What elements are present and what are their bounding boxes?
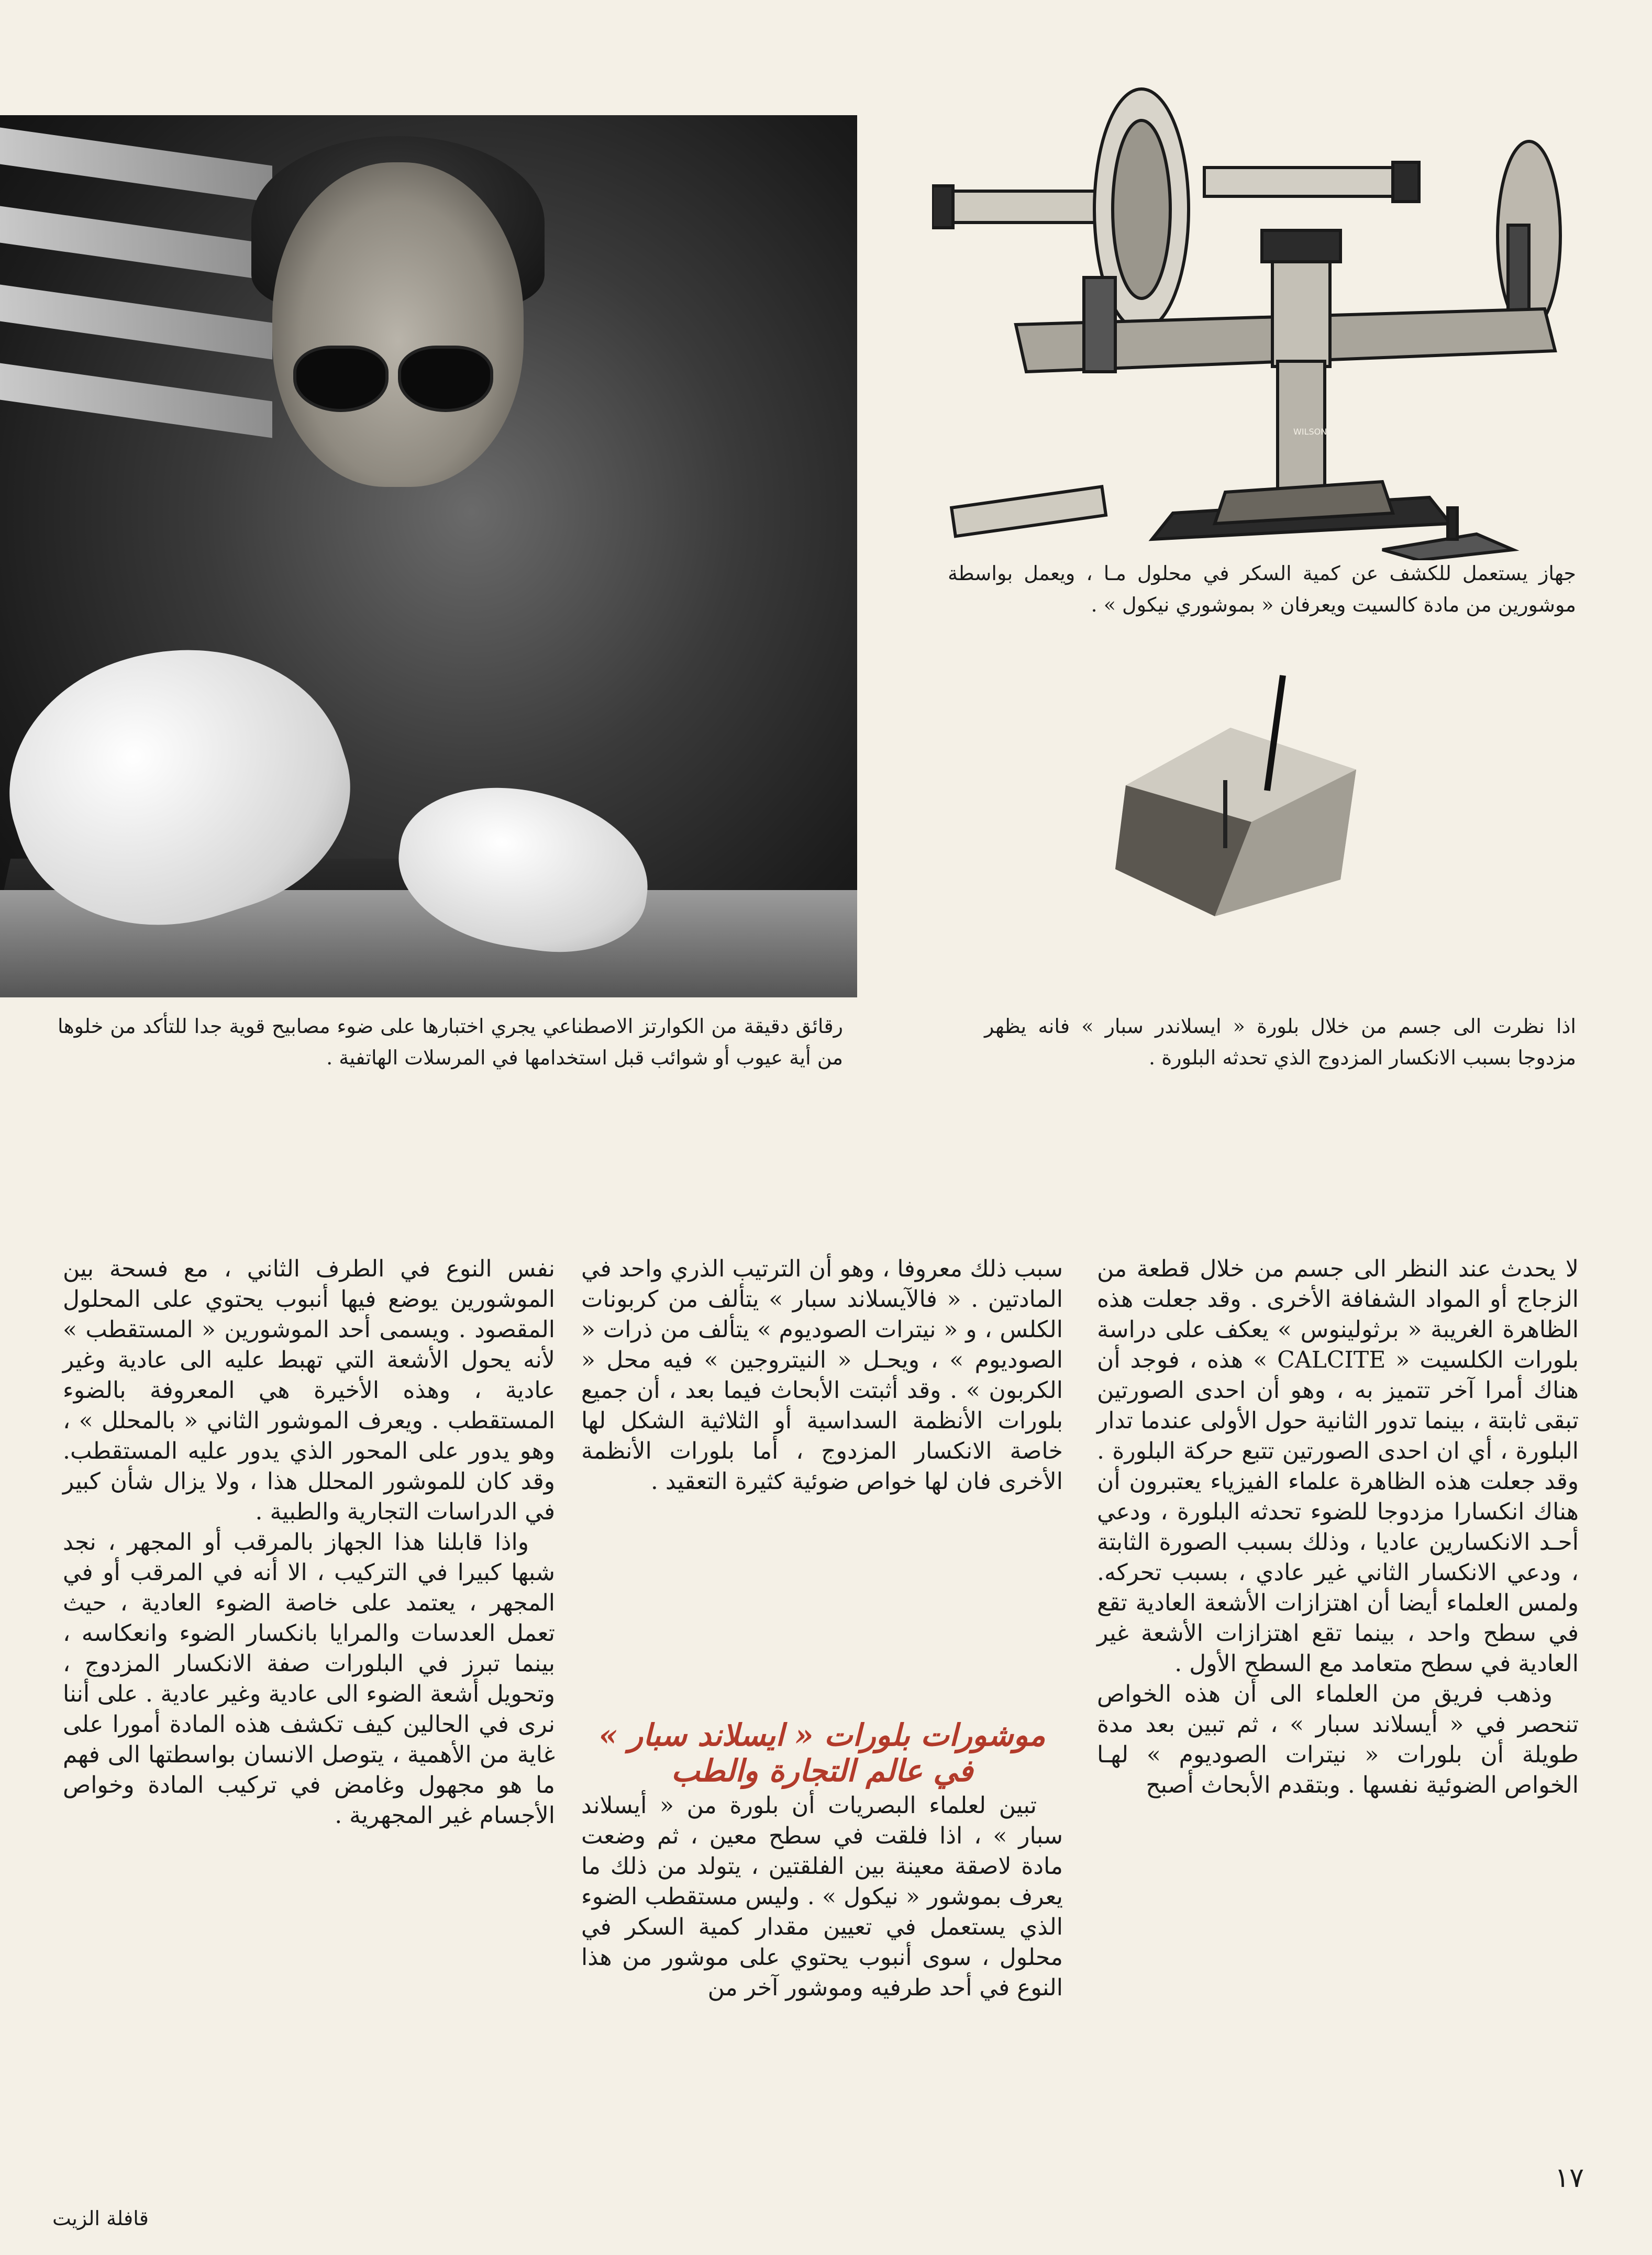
photo-caption: رقائق دقيقة من الكوارتز الاصطناعي يجري اختبارها على ضوء مصابيح قوية جدا للتأكد من خلوها من أية عيوب أو شوائب قبل استخدامها في المرسلات الهاتفية . <box>58 1015 843 1069</box>
instrument-caption: جهاز يستعمل للكشف عن كمية السكر في محلول مـا ، ويعمل بواسطة موشورين من مادة كالسيت ويعرفان « بموشوري نيكول » . <box>948 562 1576 616</box>
paragraph: تبين لعلماء البصريات أن بلورة من « أيسلاند سبار » ، اذا فلقت في سطح معين ، ثم وضعت مادة لاصقة معينة بين الفلقتين ، يتولد من ذلك ما يعرف بموشور « نيكول » . وليس مستقطب الضوء الذي يستعمل في تعيين مقدار كمية السكر في محلول ، سوى أنبوب يحتوي على موشور من هذا النوع في أحد طرفيه وموشور آخر من <box>581 1792 1063 2001</box>
paragraph: واذا قابلنا هذا الجهاز بالمرقب أو المجهر ، نجد شبها كبيرا في التركيب ، الا أنه في المرقب أو في المجهر ، يعتمد على خاصة الضوء العادية ، حيث تعمل العدسات والمرايا بانكسار الضوء وانعكاسه ، بينما تبرز في البلورات صفة الانكسار المزدوج ، وتحويل أشعة الضوء الى عادية وغير عادية . على أننا نرى في الحالين كيف تكشف هذه المادة أمورا على غاية من الأهمية ، يتوصل الانسان بواسطتها الى فهم ما هو مجهول وغامض في تركيب المادة وخواص الأجسام غير المجهرية . <box>63 1529 555 1829</box>
text-column-middle-lower <box>581 1791 1063 2003</box>
paragraph: لا يحدث عند النظر الى جسم من خلال قطعة من الزجاج أو المواد الشفافة الأخرى . وقد جعلت هذه الظاهرة الغريبة « برثولينوس » يعكف على دراسة بلورات الكلسيت « CALCITE » هذه ، فوجد أن هناك أمرا آخر تتميز به ، وهو أن احدى الصورتين تبقى ثابتة ، بينما تدور الثانية حول الأولى عندما تدار البلورة ، أي ان احدى الصورتين تتبع حركة البلورة . وقد جعلت هذه الظاهرة علماء الفيزياء يعتبرون أن هناك انكسارا مزدوجا للضوء تحدثه البلورة ، ودعي أحـد الانكسارين عاديا ، وذلك بسبب الصورة الثابتة ، ودعي الانكسار الثاني غير عادي ، بسبب تحركه. ولمس العلماء أيضا أن اهتزازات الأشعة العادية تقع في سطح واحد ، بينما تقع اهتزازات الأشعة غير العادية في سطح متعامد مع السطح الأول . <box>1097 1256 1579 1677</box>
section-heading: موشورات بلورات « ايسلاند سبار » في عالم التجارة والطب <box>598 1717 1046 1789</box>
instrument-maker-label: WILSON <box>1293 427 1327 437</box>
publication-footer: قافلة الزيت <box>52 2207 149 2230</box>
paragraph: وذهب فريق من العلماء الى أن هذه الخواص تنحصر في « أيسلاند سبار » ، ثم تبين بعد مدة طويلة أن بلورات « نيترات الصوديوم » لهـا الخواص الضوئية نفسها . وبتقدم الأبحاث أصبح <box>1097 1681 1579 1798</box>
polarimeter-illustration <box>932 79 1576 560</box>
instrument-city-label: LONDON <box>1382 420 1419 430</box>
text-column-middle <box>581 1254 1063 1497</box>
quartz-inspection-photo <box>0 115 857 997</box>
text-column-right <box>1097 1254 1579 1801</box>
page-number: ١٧ <box>1555 2162 1584 2194</box>
paragraph: نفس النوع في الطرف الثاني ، مع فسحة بين الموشورين يوضع فيها أنبوب يحتوي على المحلول المقصود . ويسمى أحد الموشورين « المستقطب » لأنه يحول الأشعة التي تهبط عليه الى عادية وغير عادية ، وهذه الأخيرة هي المعروفة بالضوء المستقطب . ويعرف الموشور الثاني « بالمحلل » ، وهو يدور على المحور الذي يدور عليه المستقطب. وقد كان للموشور المحلل هذا ، ولا يزال شأن كبير في الدراسات التجارية والطبية . <box>63 1256 555 1525</box>
paragraph: سبب ذلك معروفا ، وهو أن الترتيب الذري واحد في المادتين . « فالآيسلاند سبار » يتألف من كربونات الكلس ، و « نيترات الصوديوم » يتألف من ذرات « الصوديوم » ، ويحـل « النيتروجين » فيه محل « الكربون » . وقد أثبتت الأبحاث فيما بعد ، أن جميع بلورات الأنظمة السداسية أو الثلاثية الشكل لها خاصة الانكسار المزدوج ، أما بلورات الأنظمة الأخرى فان لها خواص ضوئية كثيرة التعقيد . <box>581 1256 1063 1495</box>
iceland-spar-crystal-photo <box>1094 649 1367 921</box>
text-column-left <box>63 1254 555 1831</box>
crystal-caption: اذا نظرت الى جسم من خلال بلورة « ايسلاندر سبار » فانه يظهر مزدوجا بسبب الانكسار المزدوج الذي تحدثه البلورة . <box>984 1015 1576 1069</box>
